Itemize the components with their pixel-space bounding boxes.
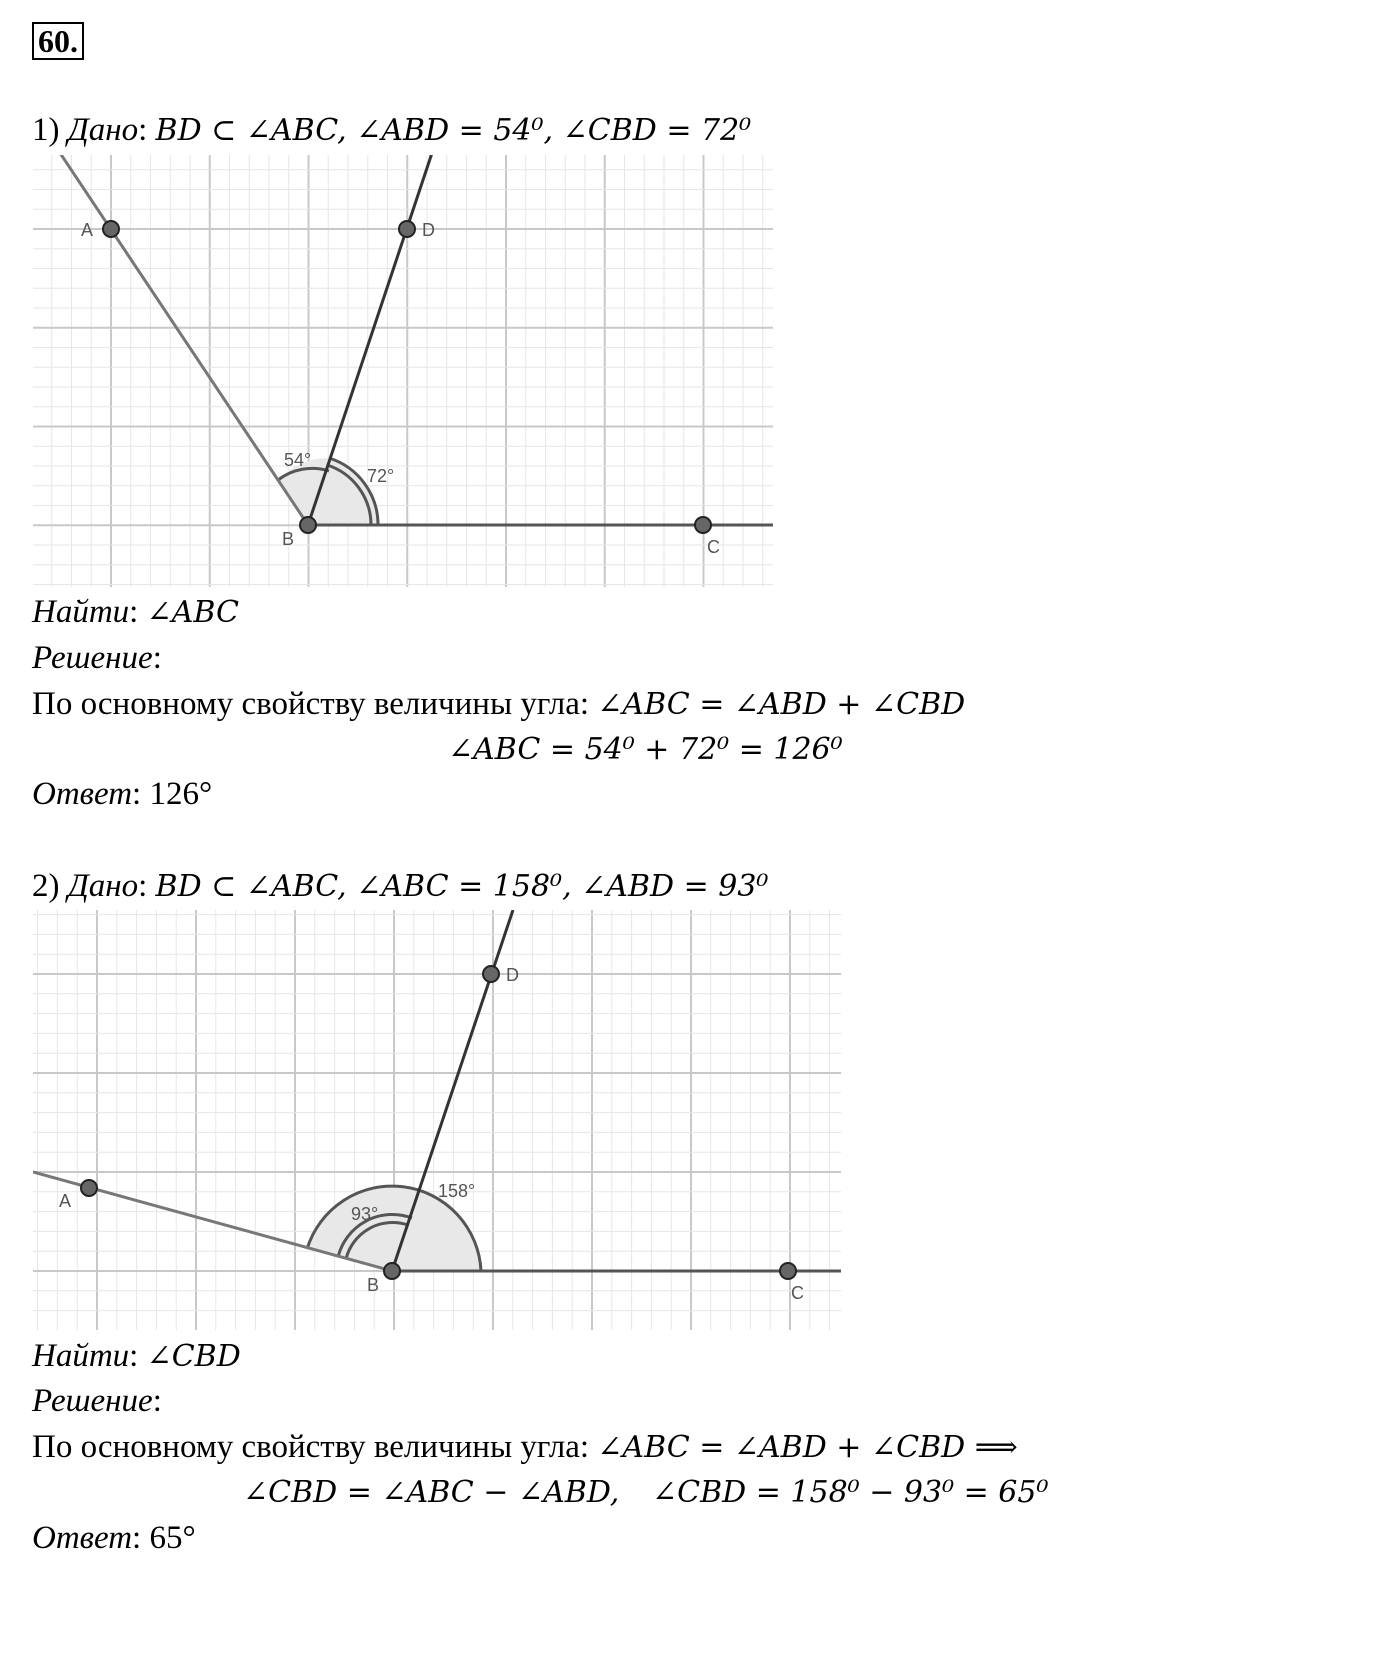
part1-solution-word: Решение [32,640,153,676]
part1-label-b: B [282,529,295,549]
part2-label-d: D [506,965,519,985]
part1-find-word: Найти [32,594,130,630]
part2-property-text: По основному свойству величины угла: [32,1429,590,1465]
part2-given-expr: BD ⊂ ∠ABC, ∠ABC = 158⁰, ∠ABD = 93⁰ [155,869,769,904]
part2-calc-expr-2: ∠CBD = 158⁰ − 93⁰ = 65⁰ [652,1475,1049,1510]
part1-answer-line: Ответ: 126° [32,776,213,812]
part1-property-line [32,684,965,725]
part2-find-expr: ∠CBD [146,1339,241,1374]
part2-find-line: Найти: ∠CBD [32,1338,241,1374]
part1-label-d: D [422,220,435,240]
part1-angle-label-inner: 54° [284,450,312,470]
part2-given-word: Дано [67,868,139,904]
part1-answer-word: Ответ [32,776,133,812]
part2-given-line: 2) Дано: BD ⊂ ∠ABC, ∠ABC = 158⁰, ∠ABD = 93⁰ [32,868,769,904]
part1-calc-expr: ∠ABC = 54⁰ + 72⁰ = 126⁰ [448,732,843,767]
part2-label-a: A [59,1191,72,1211]
part2-point-b [384,1263,400,1279]
part2-solution-line: Решение: [32,1383,162,1419]
part2-angle-label-outer: 158° [438,1181,476,1201]
part1-point-d [399,221,415,237]
part2-calc-expr-1: ∠CBD = ∠ABC − ∠ABD, [243,1475,620,1510]
part1-point-b [300,517,316,533]
part1-given-expr: BD ⊂ ∠ABC, ∠ABD = 54⁰, ∠CBD = 72⁰ [155,113,752,148]
part1-angle-label-outer: 72° [367,466,395,486]
part2-angle-label-inner: 93° [351,1204,379,1224]
part2-label-b: B [367,1275,380,1295]
part2-point-c [780,1263,796,1279]
part1-given-line: 1) Дано: BD ⊂ ∠ABC, ∠ABD = 54⁰, ∠CBD = 72⁰ [32,112,752,148]
part1-point-a [103,221,119,237]
part1-find-expr: ∠ABC [146,595,239,630]
part2-label: 2) [32,868,60,904]
part2-figure [33,910,841,1330]
part1-label: 1) [32,112,60,148]
part1-property-expr: ∠ABC = ∠ABD + ∠CBD [597,687,966,722]
part1-figure [33,155,773,587]
part2-answer-value: 65° [149,1520,196,1556]
part2-answer-word: Ответ [32,1520,133,1556]
problem-number: 60. [32,22,84,60]
part1-label-a: A [81,220,94,240]
part2-property-line [32,1427,1018,1468]
part1-property-text: По основному свойству величины угла: [32,686,590,722]
part2-solution-word: Решение [32,1383,153,1419]
part2-point-d [483,966,499,982]
part2-find-word: Найти [32,1338,130,1374]
part1-answer-value: 126° [149,776,213,812]
part1-grid [33,155,773,587]
part2-label-c: C [791,1283,804,1303]
part1-given-word: Дано [67,112,139,148]
part2-point-a [81,1180,97,1196]
part1-ray-ba [58,155,308,525]
part1-label-c: C [707,537,720,557]
part2-property-expr: ∠ABC = ∠ABD + ∠CBD ⟹ [597,1430,1018,1465]
part2-answer-line: Ответ: 65° [32,1520,196,1556]
part1-solution-line: Решение: [32,640,162,676]
part1-find-line: Найти: ∠ABC [32,594,239,630]
part1-point-c [695,517,711,533]
